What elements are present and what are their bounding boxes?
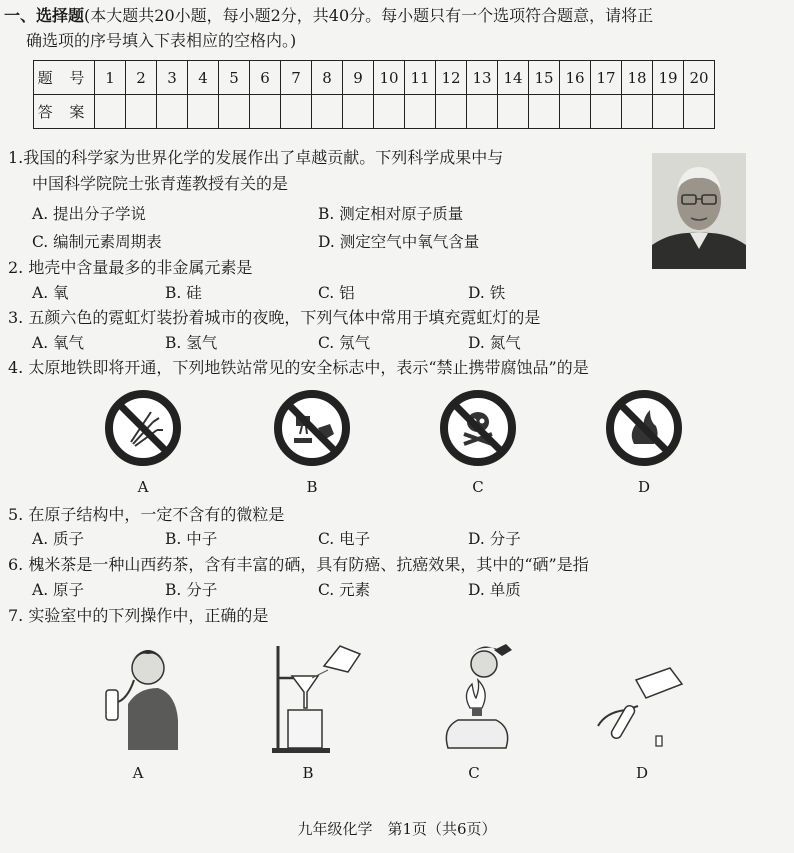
no-corrosive-icon[interactable] bbox=[272, 388, 352, 468]
q5-option-a[interactable]: A. 质子 bbox=[32, 530, 85, 548]
q7-label-d[interactable]: D bbox=[635, 764, 649, 782]
answer-cell[interactable] bbox=[95, 95, 126, 129]
q7-label-b[interactable]: B bbox=[302, 764, 314, 782]
question-number-cell: 18 bbox=[622, 61, 653, 95]
question-4-stem: 4. 太原地铁即将开通，下列地铁站常见的安全标志中，表示“禁止携带腐蚀品”的是 bbox=[8, 358, 589, 377]
row-header-answer: 答 案 bbox=[34, 95, 95, 129]
question-number-cell: 1 bbox=[95, 61, 126, 95]
question-number-cell: 16 bbox=[560, 61, 591, 95]
question-number-cell: 12 bbox=[436, 61, 467, 95]
q3-option-a[interactable]: A. 氧气 bbox=[32, 334, 85, 352]
page-footer: 九年级化学 第1页（共6页） bbox=[297, 820, 497, 838]
answer-cell[interactable] bbox=[219, 95, 250, 129]
q5-option-b[interactable]: B. 中子 bbox=[165, 530, 218, 548]
section-intro-line2: 确选项的序号填入下表相应的空格内。) bbox=[26, 31, 297, 50]
answer-cell[interactable] bbox=[467, 95, 498, 129]
q1-option-b[interactable]: B. 测定相对原子质量 bbox=[318, 205, 464, 223]
q7-label-a[interactable]: A bbox=[132, 764, 144, 782]
question-number-cell: 14 bbox=[498, 61, 529, 95]
answer-cell[interactable] bbox=[281, 95, 312, 129]
answer-cell[interactable] bbox=[374, 95, 405, 129]
question-number-cell: 11 bbox=[405, 61, 436, 95]
no-toxic-icon[interactable] bbox=[438, 388, 518, 468]
answer-cell[interactable] bbox=[126, 95, 157, 129]
scientist-portrait bbox=[652, 153, 746, 269]
question-number-cell: 3 bbox=[157, 61, 188, 95]
q3-option-b[interactable]: B. 氢气 bbox=[165, 334, 218, 352]
q4-label-a[interactable]: A bbox=[137, 478, 149, 496]
answer-cell[interactable] bbox=[343, 95, 374, 129]
question-number-cell: 9 bbox=[343, 61, 374, 95]
question-1-stem-line2: 中国科学院院士张青莲教授有关的是 bbox=[32, 174, 289, 193]
q2-option-b[interactable]: B. 硅 bbox=[165, 284, 202, 302]
answer-cell[interactable] bbox=[622, 95, 653, 129]
question-number-cell: 4 bbox=[188, 61, 219, 95]
table-row-numbers bbox=[34, 61, 715, 95]
question-number-cell: 15 bbox=[529, 61, 560, 95]
answer-table bbox=[33, 60, 715, 129]
question-number-cell: 7 bbox=[281, 61, 312, 95]
q1-option-a[interactable]: A. 提出分子学说 bbox=[32, 205, 147, 223]
answer-cell[interactable] bbox=[498, 95, 529, 129]
q5-option-c[interactable]: C. 电子 bbox=[318, 530, 371, 548]
q1-option-d[interactable]: D. 测定空气中氧气含量 bbox=[318, 233, 480, 251]
section-header bbox=[4, 3, 790, 53]
question-1-stem-line1: 1.我国的科学家为世界化学的发展作出了卓越贡献。下列科学成果中与 bbox=[8, 148, 504, 167]
answer-cell[interactable] bbox=[560, 95, 591, 129]
row-header-number: 题 号 bbox=[34, 61, 95, 95]
no-fireworks-icon[interactable] bbox=[103, 388, 183, 468]
q6-option-a[interactable]: A. 原子 bbox=[32, 581, 85, 599]
q5-option-d[interactable]: D. 分子 bbox=[468, 530, 521, 548]
q6-option-b[interactable]: B. 分子 bbox=[165, 581, 218, 599]
q6-option-c[interactable]: C. 元素 bbox=[318, 581, 371, 599]
answer-cell[interactable] bbox=[188, 95, 219, 129]
question-number-cell: 13 bbox=[467, 61, 498, 95]
answer-cell[interactable] bbox=[312, 95, 343, 129]
question-6-stem: 6. 槐米茶是一种山西药茶，含有丰富的硒，具有防癌、抗癌效果，其中的“硒”是指 bbox=[8, 555, 589, 574]
question-3-stem: 3. 五颜六色的霓虹灯装扮着城市的夜晚，下列气体中常用于填充霓虹灯的是 bbox=[8, 308, 541, 327]
question-number-cell: 20 bbox=[684, 61, 715, 95]
section-title: 一、选择题 bbox=[4, 6, 85, 25]
answer-cell[interactable] bbox=[529, 95, 560, 129]
q1-option-c[interactable]: C. 编制元素周期表 bbox=[32, 233, 162, 251]
q4-label-d[interactable]: D bbox=[637, 478, 651, 496]
question-number-cell: 10 bbox=[374, 61, 405, 95]
q2-option-d[interactable]: D. 铁 bbox=[468, 284, 506, 302]
section-intro-line1: (本大题共20小题，每小题2分，共40分。每小题只有一个选项符合题意，请将正 bbox=[84, 6, 654, 25]
answer-cell[interactable] bbox=[653, 95, 684, 129]
answer-cell[interactable] bbox=[436, 95, 467, 129]
answer-cell[interactable] bbox=[591, 95, 622, 129]
answer-cell[interactable] bbox=[405, 95, 436, 129]
q4-label-b[interactable]: B bbox=[306, 478, 318, 496]
q2-option-a[interactable]: A. 氧 bbox=[32, 284, 69, 302]
q2-option-c[interactable]: C. 铝 bbox=[318, 284, 355, 302]
question-number-cell: 6 bbox=[250, 61, 281, 95]
q3-option-c[interactable]: C. 氖气 bbox=[318, 334, 371, 352]
q6-option-d[interactable]: D. 单质 bbox=[468, 581, 521, 599]
question-number-cell: 8 bbox=[312, 61, 343, 95]
no-fire-icon[interactable] bbox=[604, 388, 684, 468]
q3-option-d[interactable]: D. 氮气 bbox=[468, 334, 521, 352]
question-number-cell: 5 bbox=[219, 61, 250, 95]
q7-label-c[interactable]: C bbox=[468, 764, 480, 782]
answer-cell[interactable] bbox=[250, 95, 281, 129]
smell-bottle-icon[interactable] bbox=[98, 640, 186, 750]
question-number-cell: 2 bbox=[126, 61, 157, 95]
table-row-answers bbox=[34, 95, 715, 129]
answer-cell[interactable] bbox=[157, 95, 188, 129]
question-2-stem: 2. 地壳中含量最多的非金属元素是 bbox=[8, 258, 253, 277]
question-5-stem: 5. 在原子结构中，一定不含有的微粒是 bbox=[8, 505, 285, 524]
question-7-stem: 7. 实验室中的下列操作中，正确的是 bbox=[8, 606, 269, 625]
alcohol-lamp-icon[interactable] bbox=[432, 640, 516, 752]
filtration-icon[interactable] bbox=[268, 640, 364, 755]
test-tube-icon[interactable] bbox=[590, 640, 688, 752]
answer-cell[interactable] bbox=[684, 95, 715, 129]
q4-label-c[interactable]: C bbox=[472, 478, 484, 496]
question-number-cell: 19 bbox=[653, 61, 684, 95]
question-number-cell: 17 bbox=[591, 61, 622, 95]
